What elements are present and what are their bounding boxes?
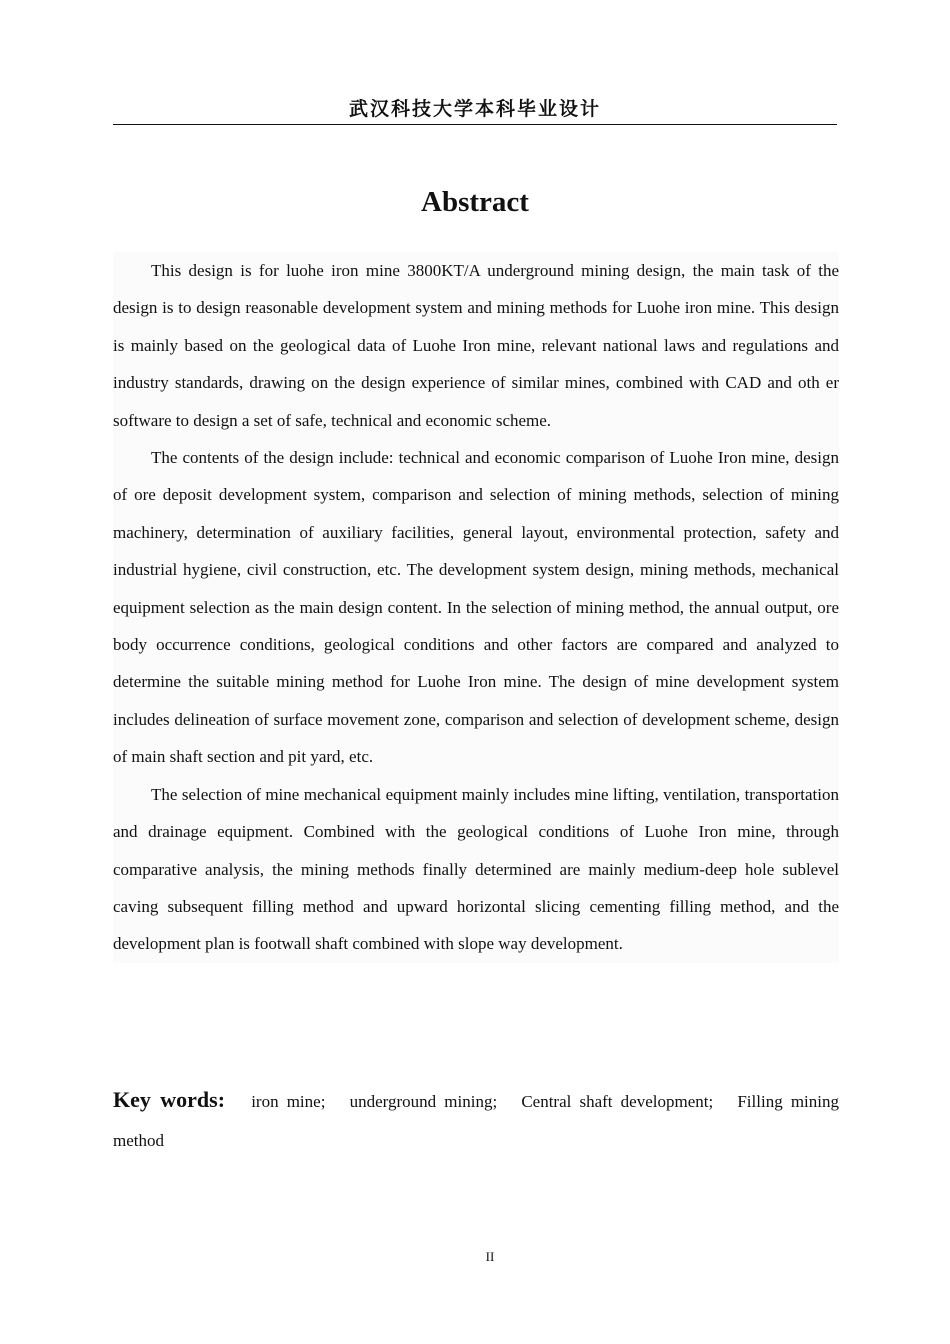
keyword-item: Filling mining method <box>113 1092 839 1150</box>
keyword-item: underground mining; <box>349 1092 498 1111</box>
page-number: II <box>485 1249 495 1264</box>
abstract-paragraph-1: This design is for luohe iron mine 3800KT/A underground mining design, the main task of the design is to design reasonable development system and mining methods for Luohe iron mine. This design is mainly based on the geological data of Luohe Iron mine, relevant national laws and regulations and industry standards, drawing on the design experience of similar mines, combined with CAD and oth er software to design a set of safe, technical and economic scheme. <box>113 261 839 430</box>
header-rule <box>113 124 837 125</box>
abstract-body <box>113 252 839 963</box>
abstract-paragraph-2: The contents of the design include: technical and economic comparison of Luohe Iron mine, design of ore deposit development system, comparison and selection of mining methods, selection of mining machinery, determination of auxiliary facilities, general layout, environmental protection, safety and industrial hygiene, civil construction, etc. The development system design, mining methods, mechanical equipment selection as the main design content. In the selection of mining method, the annual output, ore body occurrence conditions, geological conditions and other factors are compared and analyzed to determine the suitable mining method for Luohe Iron mine. The design of mine development system includes delineation of surface movement zone, comparison and selection of development scheme, design of main shaft section and pit yard, etc. <box>113 448 839 767</box>
keywords-line <box>113 1080 839 1160</box>
running-header-title: 武汉科技大学本科毕业设计 <box>348 98 601 120</box>
abstract-paragraph-3: The selection of mine mechanical equipment mainly includes mine lifting, ventilation, transportation and drainage equipment. Combined with the geological conditions of Luohe Iron mine, through comparative analysis, the mining methods finally determined are mainly medium-deep hole sublevel caving subsequent filling method and upward horizontal slicing cementing filling method, and the development plan is footwall shaft combined with slope way development. <box>113 784 839 954</box>
keyword-item: iron mine; <box>251 1092 326 1111</box>
keywords-label: Key words: <box>113 1087 226 1112</box>
abstract-heading: Abstract <box>421 186 529 218</box>
keyword-item: Central shaft development; <box>521 1092 714 1111</box>
